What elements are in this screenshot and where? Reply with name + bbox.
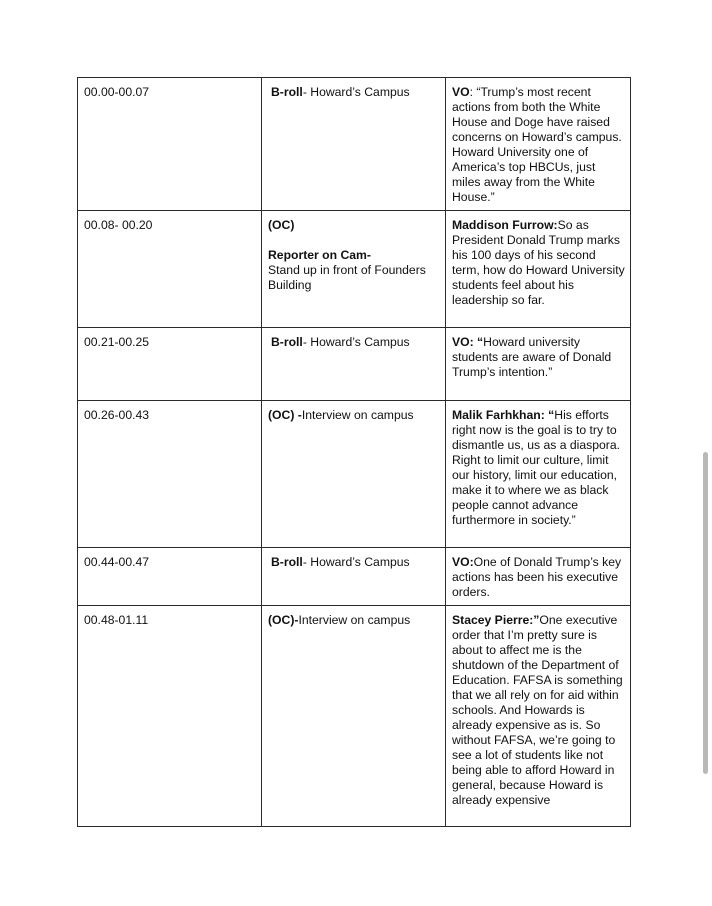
shot-description: Interview on campus	[301, 408, 414, 422]
audio-cell	[446, 211, 631, 328]
timecode: 00.44-00.47	[84, 555, 150, 569]
shot-cell	[262, 78, 446, 211]
shot-cell	[262, 328, 446, 401]
shot-description: - Howard’s Campus	[302, 555, 410, 569]
speaker-label: Malik Farhkhan: “	[452, 408, 555, 422]
script-table	[77, 77, 631, 827]
shot-type: B-roll	[271, 555, 303, 569]
dialogue-text: One of Donald Trump’s key actions has been his executive orders.	[452, 555, 622, 599]
dialogue-text: So as President Donald Trump marks his 100 days of his second term, how do Howard University students feel about his leadership so far.	[452, 218, 625, 307]
shot-description: - Howard’s Campus	[302, 85, 410, 99]
speaker-label: Stacey Pierre:”	[452, 613, 540, 627]
shot-type: (OC) -	[268, 408, 302, 422]
shot-description: - Howard’s Campus	[302, 335, 410, 349]
table-row	[78, 328, 631, 401]
timecode: 00.48-01.11	[84, 613, 149, 627]
audio-cell	[446, 401, 631, 548]
timecode-cell	[78, 548, 262, 606]
timecode: 00.26-00.43	[84, 408, 150, 422]
audio-cell	[446, 606, 631, 827]
speaker-label: VO:	[452, 555, 474, 569]
shot-cell	[262, 401, 446, 548]
dialogue-text: Howard university students are aware of Donald Trump’s intention.”	[452, 335, 612, 379]
shot-description: Stand up in front of Founders Building	[268, 263, 426, 292]
table-row	[78, 211, 631, 328]
vertical-scrollbar[interactable]	[703, 452, 708, 774]
timecode-cell	[78, 401, 262, 548]
audio-cell	[446, 328, 631, 401]
audio-cell	[446, 78, 631, 211]
shot-type: B-roll	[271, 85, 303, 99]
shot-cell	[262, 548, 446, 606]
timecode-cell	[78, 606, 262, 827]
dialogue-text: One executive order that I’m pretty sure is about to affect me is the shutdown of the Department of Education. FAFSA is something that we all rely on for aid within schools. And Howards is already expensive as is. So without FAFSA, we’re going to see a lot of students like not being able to afford Howard in general, because Howard is already expensive	[452, 613, 623, 807]
timecode: 00.08- 00.20	[84, 218, 153, 232]
shot-cell	[262, 211, 446, 328]
shot-type: B-roll	[271, 335, 303, 349]
shot-description: Interview on campus	[298, 613, 411, 627]
timecode-cell	[78, 328, 262, 401]
speaker-label: VO	[452, 85, 470, 99]
table-row	[78, 78, 631, 211]
shot-cell	[262, 606, 446, 827]
shot-type: (OC)	[268, 218, 295, 232]
dialogue-text: His efforts right now is the goal is to try to dismantle us, us as a diaspora. Right to limit our culture, limit our history, limit our education, make it to where we as black people cannot advance furthermore in society.”	[452, 408, 621, 527]
timecode-cell	[78, 78, 262, 211]
audio-cell	[446, 548, 631, 606]
dialogue-text: : “Trump’s most recent actions from both the White House and Doge have raised concerns on Howard’s campus. Howard University one of America’s top HBCUs, just miles away from the White House.”	[452, 85, 622, 204]
table-row	[78, 606, 631, 827]
timecode: 00.21-00.25	[84, 335, 150, 349]
shot-subtype: Reporter on Cam-	[268, 248, 371, 262]
table-row	[78, 548, 631, 606]
speaker-label: VO: “	[452, 335, 484, 349]
timecode: 00.00-00.07	[84, 85, 150, 99]
shot-type: (OC)-	[268, 613, 299, 627]
table-row	[78, 401, 631, 548]
speaker-label: Maddison Furrow:	[452, 218, 558, 232]
timecode-cell	[78, 211, 262, 328]
